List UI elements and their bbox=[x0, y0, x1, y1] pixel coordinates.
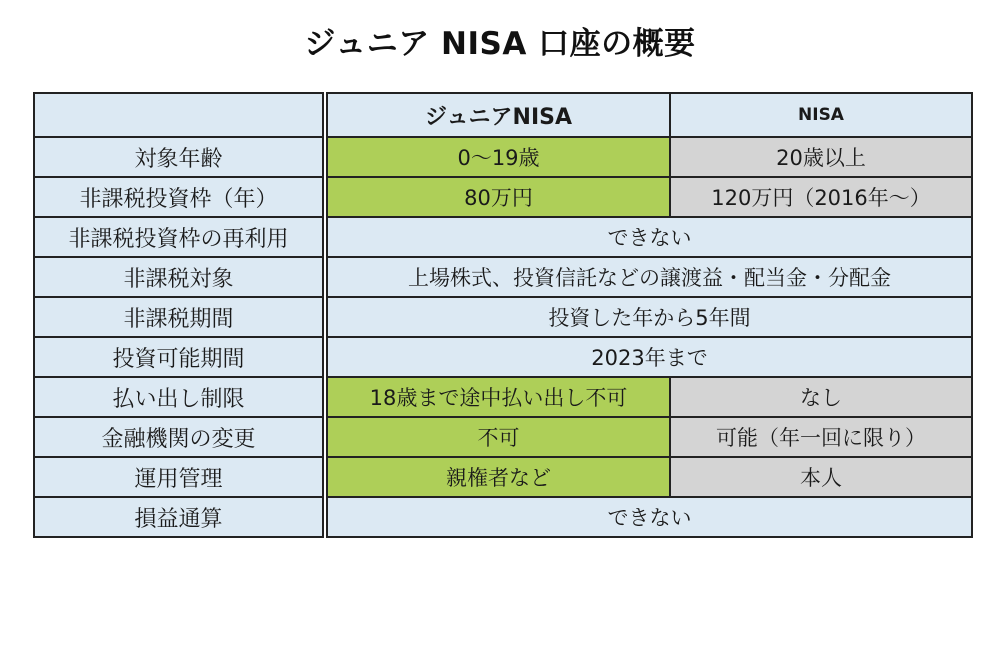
table-row bbox=[34, 257, 972, 297]
table-row bbox=[34, 217, 972, 257]
row-label: 非課税対象 bbox=[34, 257, 325, 297]
nisa-cell: 本人 bbox=[670, 457, 972, 497]
header-nisa: NISA bbox=[670, 93, 972, 137]
row-label: 非課税期間 bbox=[34, 297, 325, 337]
table-header-row bbox=[34, 93, 972, 137]
table-row bbox=[34, 417, 972, 457]
table-row bbox=[34, 457, 972, 497]
shared-cell: 投資した年から5年間 bbox=[325, 297, 972, 337]
row-label: 非課税投資枠の再利用 bbox=[34, 217, 325, 257]
row-label: 損益通算 bbox=[34, 497, 325, 537]
nisa-cell: なし bbox=[670, 377, 972, 417]
nisa-cell: 20歳以上 bbox=[670, 137, 972, 177]
junior-cell: 不可 bbox=[325, 417, 670, 457]
junior-cell: 親権者など bbox=[325, 457, 670, 497]
header-corner-cell bbox=[34, 93, 325, 137]
junior-cell: 0〜19歳 bbox=[325, 137, 670, 177]
junior-cell: 80万円 bbox=[325, 177, 670, 217]
row-label: 運用管理 bbox=[34, 457, 325, 497]
table-row bbox=[34, 297, 972, 337]
nisa-cell: 120万円（2016年〜） bbox=[670, 177, 972, 217]
junior-cell: 18歳まで途中払い出し不可 bbox=[325, 377, 670, 417]
table-row bbox=[34, 337, 972, 377]
table-row bbox=[34, 137, 972, 177]
shared-cell: できない bbox=[325, 217, 972, 257]
table-row bbox=[34, 177, 972, 217]
row-label: 非課税投資枠（年） bbox=[34, 177, 325, 217]
shared-cell: 2023年まで bbox=[325, 337, 972, 377]
row-label: 払い出し制限 bbox=[34, 377, 325, 417]
table-row bbox=[34, 377, 972, 417]
row-label: 投資可能期間 bbox=[34, 337, 325, 377]
row-label: 対象年齢 bbox=[34, 137, 325, 177]
page-title: ジュニア NISA 口座の概要 bbox=[304, 26, 696, 62]
table-row bbox=[34, 497, 972, 537]
header-junior-nisa: ジュニアNISA bbox=[325, 93, 670, 137]
nisa-cell: 可能（年一回に限り） bbox=[670, 417, 972, 457]
comparison-table bbox=[33, 92, 973, 538]
shared-cell: 上場株式、投資信託などの譲渡益・配当金・分配金 bbox=[325, 257, 972, 297]
shared-cell: できない bbox=[325, 497, 972, 537]
row-label: 金融機関の変更 bbox=[34, 417, 325, 457]
